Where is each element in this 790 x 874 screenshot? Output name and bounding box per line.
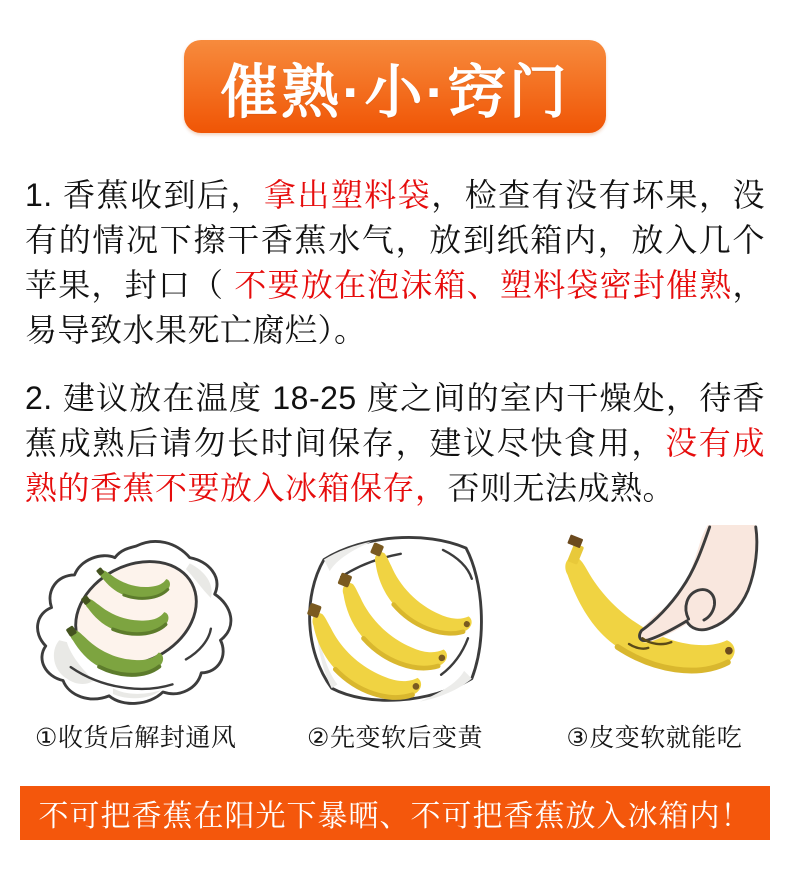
instructions-section <box>25 173 765 511</box>
body-text: 1. 香蕉收到后， <box>25 177 264 213</box>
highlighted-text: 不要放在泡沫箱、塑料袋密封催熟 <box>234 267 733 303</box>
warning-text: 不可把香蕉在阳光下暴晒、不可把香蕉放入冰箱内！ <box>38 800 752 833</box>
figure-caption-1: ①收货后解封通风 <box>34 724 237 752</box>
instruction-paragraph-1 <box>25 173 765 353</box>
figure-step-1 <box>6 525 265 757</box>
page-title: 催熟·小·窍门 <box>220 59 570 125</box>
body-text: 否则无法成熟。 <box>447 470 676 506</box>
hand <box>639 525 758 642</box>
instruction-paragraph-2 <box>25 376 765 511</box>
header-banner <box>184 40 606 133</box>
highlighted-text: 没有成熟的香蕉不要放入冰箱保存， <box>25 425 765 506</box>
figure-caption-3: ③皮变软就能吃 <box>566 724 743 752</box>
figures-row <box>6 525 784 757</box>
green-bananas-wrapped-illustration <box>15 525 257 717</box>
banana-press-test-illustration <box>533 525 775 717</box>
body-text: ，检查有没有坏果，没有的情况下擦干香蕉水气，放到纸箱内，放入几个苹果，封口（ <box>25 177 765 303</box>
yellow-bananas-on-cloth-illustration <box>274 525 516 717</box>
figure-step-3 <box>525 525 784 757</box>
body-text: ，易导致水果死亡腐烂）。 <box>25 267 765 348</box>
body-text: 2. 建议放在温度 18-25 度之间的室内干燥处，待香蕉成熟后请勿长时间保存，建议尽快食用， <box>25 380 765 461</box>
highlighted-text: 拿出塑料袋 <box>263 177 432 213</box>
figure-caption-2: ②先变软后变黄 <box>307 724 483 752</box>
figure-step-2 <box>265 525 524 757</box>
warning-banner <box>20 786 770 840</box>
